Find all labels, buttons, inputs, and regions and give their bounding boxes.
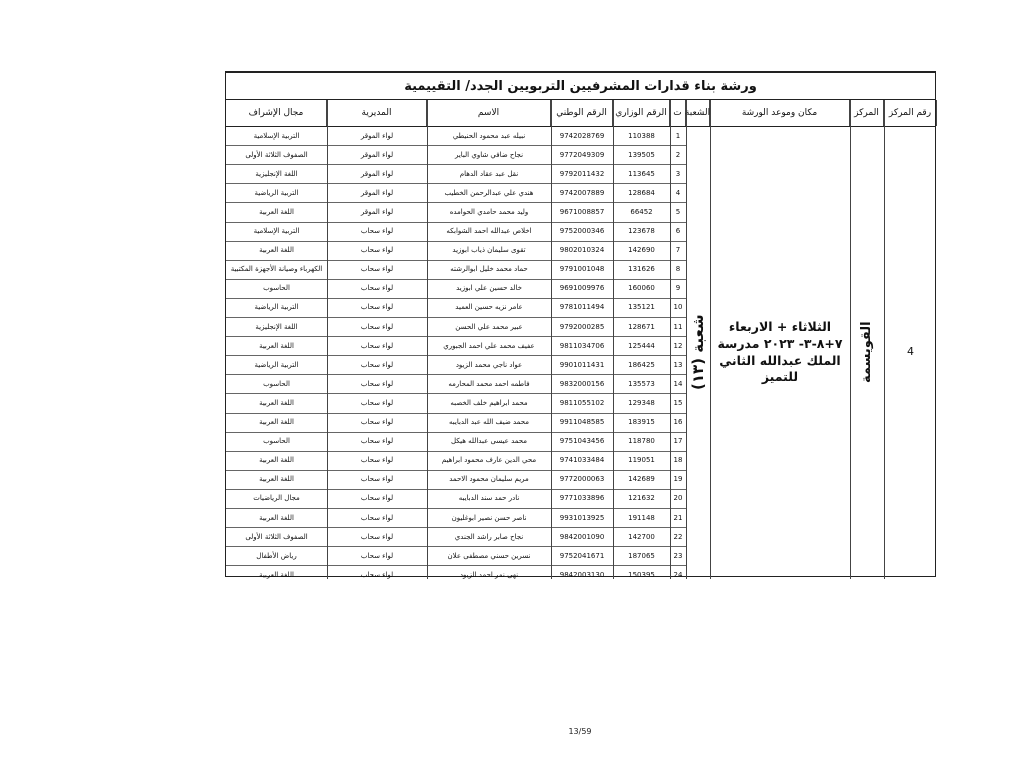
cell-serial: 13	[673, 360, 683, 369]
cell-ministry-id: 128671	[628, 322, 655, 331]
cell-field: اللغة العربية	[259, 398, 294, 407]
header-field: مجال الإشراف	[226, 100, 327, 126]
cell-serial: 22	[673, 532, 683, 541]
cell-national-id: 9911048585	[559, 418, 605, 427]
cell-field: اللغة العربية	[259, 475, 294, 484]
merged-center: القويسمة	[859, 321, 875, 384]
cell-name: مريم سليمان محمود الاحمد	[449, 475, 529, 484]
cell-national-id: 9842003130	[559, 570, 605, 579]
cell-directorate: لواء سحاب	[360, 227, 394, 236]
merged-center-num: 4	[907, 345, 914, 359]
cell-field: الصفوف الثلاثة الأولى	[245, 532, 308, 541]
cell-national-id: 9842001090	[559, 532, 605, 541]
cell-field: اللغة العربية	[259, 513, 294, 522]
cell-directorate: لواء الموقر	[360, 188, 394, 197]
cell-field: اللغة العربية	[259, 246, 294, 255]
cell-field: التربية الإسلامية	[253, 131, 300, 140]
cell-name: نهى نمر احمد الزيود	[459, 570, 519, 579]
cell-directorate: لواء سحاب	[360, 398, 394, 407]
cell-national-id: 9931013925	[559, 513, 605, 522]
cell-directorate: لواء سحاب	[360, 551, 394, 560]
cell-directorate: لواء سحاب	[360, 570, 394, 579]
merged-section: شعبة (١٣)	[688, 314, 707, 391]
cell-directorate: لواء سحاب	[360, 532, 394, 541]
cell-serial: 24	[673, 570, 683, 579]
cell-name: فاطمه احمد محمد المحارمه	[448, 379, 530, 388]
cell-directorate: لواء سحاب	[360, 360, 394, 369]
cell-field: مجال الرياضيات	[253, 494, 300, 503]
cell-ministry-id: 142700	[628, 532, 655, 541]
cell-directorate: لواء سحاب	[360, 513, 394, 522]
cell-serial: 12	[673, 341, 683, 350]
cell-ministry-id: 128684	[628, 188, 655, 197]
cell-serial: 20	[673, 494, 683, 503]
cell-national-id: 9742028769	[559, 131, 605, 140]
cell-national-id: 9802010324	[559, 246, 605, 255]
cell-serial: 14	[673, 379, 683, 388]
cell-ministry-id: 186425	[628, 360, 655, 369]
cell-name: نبيله عبد محمود الحنيطي	[452, 131, 526, 140]
cell-field: اللغة الإنجليزية	[255, 169, 298, 178]
cell-field: التربية الرياضية	[254, 188, 299, 197]
cell-ministry-id: 135121	[628, 303, 655, 312]
cell-serial: 5	[675, 207, 681, 216]
cell-directorate: لواء سحاب	[360, 246, 394, 255]
cell-national-id: 9901011431	[559, 360, 605, 369]
cell-name: خالد حسين علي ابوزيد	[456, 284, 522, 293]
cell-ministry-id: 142690	[628, 246, 655, 255]
cell-name: محمد ابراهيم خلف الخصبه	[450, 398, 528, 407]
cell-name: حماد محمد خليل ابوالرشته	[450, 265, 528, 274]
attendance-table	[225, 71, 936, 577]
cell-national-id: 9811034706	[559, 341, 605, 350]
header-directorate: المديرية	[327, 100, 427, 126]
header-divider	[226, 126, 935, 127]
cell-national-id: 9671008857	[559, 207, 605, 216]
cell-serial: 2	[675, 150, 681, 159]
cell-name: وليد محمد حامدي الحوامده	[449, 207, 529, 216]
header-center: المركز	[850, 100, 884, 126]
cell-directorate: لواء سحاب	[360, 265, 394, 274]
cell-name: ناصر حسن نصير ابوغليون	[451, 513, 527, 522]
cell-field: التربية الرياضية	[254, 360, 299, 369]
column-divider	[686, 100, 687, 579]
header-ministry-id: الرقم الوزاري	[613, 100, 670, 126]
cell-serial: 4	[675, 188, 681, 197]
cell-directorate: لواء سحاب	[360, 456, 394, 465]
cell-directorate: لواء سحاب	[360, 418, 394, 427]
cell-ministry-id: 121632	[628, 494, 655, 503]
cell-serial: 17	[673, 437, 683, 446]
cell-name: عواد ناجي محمد الزيود	[455, 360, 523, 369]
cell-national-id: 9832000156	[559, 379, 605, 388]
cell-directorate: لواء سحاب	[360, 437, 394, 446]
cell-ministry-id: 110388	[628, 131, 655, 140]
cell-field: اللغة الإنجليزية	[255, 322, 298, 331]
cell-ministry-id: 113645	[628, 169, 655, 178]
cell-ministry-id: 191148	[628, 513, 655, 522]
cell-serial: 21	[673, 513, 683, 522]
header-serial: ت	[670, 100, 686, 126]
cell-directorate: لواء سحاب	[360, 322, 394, 331]
cell-ministry-id: 183915	[628, 418, 655, 427]
column-divider	[884, 100, 885, 579]
cell-field: اللغة العربية	[259, 418, 294, 427]
cell-national-id: 9772049309	[559, 150, 605, 159]
cell-national-id: 9772000063	[559, 475, 605, 484]
cell-ministry-id: 66452	[630, 207, 653, 216]
cell-directorate: لواء الموقر	[360, 207, 394, 216]
cell-name: عفيف محمد علي احمد الجبوري	[443, 341, 535, 350]
cell-ministry-id: 150395	[628, 570, 655, 579]
merged-venue-time: الثلاثاء + الاربعاء ٧+٨-٣- ٢٠٢٣ مدرسة الملك عبدالله الثاني للتميز	[717, 318, 843, 385]
cell-national-id: 9742007889	[559, 188, 605, 197]
header-section: الشعبة	[686, 100, 710, 126]
cell-directorate: لواء سحاب	[360, 379, 394, 388]
cell-field: التربية الإسلامية	[253, 227, 300, 236]
cell-serial: 11	[673, 322, 683, 331]
cell-national-id: 9752000346	[559, 227, 605, 236]
cell-directorate: لواء الموقر	[360, 169, 394, 178]
cell-field: الكهرباء وصيانة الأجهزة المكتبية	[230, 265, 323, 274]
cell-ministry-id: 123678	[628, 227, 655, 236]
cell-name: نسرين حسني مصطفى علان	[447, 551, 531, 560]
cell-ministry-id: 119051	[628, 456, 655, 465]
cell-name: عامر نزيه حسين العميد	[455, 303, 523, 312]
cell-national-id: 9792000285	[559, 322, 605, 331]
cell-field: الحاسوب	[263, 284, 290, 293]
cell-serial: 15	[673, 398, 683, 407]
column-divider	[710, 100, 711, 579]
cell-ministry-id: 125444	[628, 341, 655, 350]
cell-serial: 1	[675, 131, 681, 140]
header-venue-time: مكان وموعد الورشة	[710, 100, 850, 126]
cell-serial: 3	[675, 169, 681, 178]
cell-field: التربية الرياضية	[254, 303, 299, 312]
cell-field: رياض الأطفال	[256, 551, 297, 560]
cell-directorate: لواء سحاب	[360, 494, 394, 503]
column-divider	[613, 100, 614, 579]
cell-name: محمد عيسى عبدالله هيكل	[450, 437, 528, 446]
cell-national-id: 9741033484	[559, 456, 605, 465]
cell-name: تقوى سليمان ذياب ابوزيد	[452, 246, 526, 255]
column-divider	[850, 100, 851, 579]
cell-field: اللغة العربية	[259, 341, 294, 350]
cell-serial: 16	[673, 418, 683, 427]
column-divider	[670, 100, 671, 579]
cell-national-id: 9752041671	[559, 551, 605, 560]
cell-field: الصفوف الثلاثة الأولى	[245, 150, 308, 159]
cell-serial: 23	[673, 551, 683, 560]
cell-name: نادر حمد سند الدبايبه	[458, 494, 520, 503]
cell-name: نقل عبد عقاد الدهام	[459, 169, 519, 178]
table-title: ورشة بناء قدارات المشرفيين التربويين الجدد/ التقييمية	[226, 73, 935, 100]
page-number: 13/59	[568, 727, 592, 736]
cell-directorate: لواء سحاب	[360, 341, 394, 350]
cell-name: اخلاص عبدالله احمد الشوابكه	[446, 227, 532, 236]
cell-ministry-id: 139505	[628, 150, 655, 159]
cell-ministry-id: 129348	[628, 398, 655, 407]
cell-directorate: لواء الموقر	[360, 150, 394, 159]
column-divider	[551, 100, 552, 579]
cell-name: نجاح صابر راشد الجندي	[454, 532, 524, 541]
cell-field: اللغة العربية	[259, 207, 294, 216]
cell-national-id: 9792011432	[559, 169, 605, 178]
cell-directorate: لواء سحاب	[360, 303, 394, 312]
cell-ministry-id: 187065	[628, 551, 655, 560]
cell-national-id: 9791001048	[559, 265, 605, 274]
cell-directorate: لواء الموقر	[360, 131, 394, 140]
cell-serial: 7	[675, 246, 681, 255]
column-divider	[327, 100, 328, 579]
cell-field: اللغة العربية	[259, 570, 294, 579]
cell-national-id: 9691009976	[559, 284, 605, 293]
cell-name: محي الدين عارف محمود ابراهيم	[441, 456, 537, 465]
cell-national-id: 9751043456	[559, 437, 605, 446]
cell-name: هندي علي عبدالرحمن الخطيب	[444, 188, 534, 197]
cell-national-id: 9771033896	[559, 494, 605, 503]
header-national-id: الرقم الوطني	[551, 100, 613, 126]
cell-national-id: 9781011494	[559, 303, 605, 312]
cell-serial: 18	[673, 456, 683, 465]
cell-field: الحاسوب	[263, 437, 290, 446]
column-divider	[427, 100, 428, 579]
cell-directorate: لواء سحاب	[360, 475, 394, 484]
cell-serial: 19	[673, 475, 683, 484]
cell-name: عبير محمد علي الحسن	[455, 322, 523, 331]
cell-field: اللغة العربية	[259, 456, 294, 465]
cell-ministry-id: 131626	[628, 265, 655, 274]
cell-ministry-id: 160060	[628, 284, 655, 293]
cell-field: الحاسوب	[263, 379, 290, 388]
header-name: الاسم	[427, 100, 551, 126]
cell-serial: 8	[675, 265, 681, 274]
cell-directorate: لواء سحاب	[360, 284, 394, 293]
cell-serial: 9	[675, 284, 681, 293]
cell-ministry-id: 118780	[628, 437, 655, 446]
cell-name: نجاح ضافي شاوي الباير	[454, 150, 524, 159]
cell-national-id: 9811055102	[559, 398, 605, 407]
cell-name: محمد ضيف الله عبد الدبايبه	[449, 418, 529, 427]
cell-ministry-id: 142689	[628, 475, 655, 484]
cell-serial: 6	[675, 227, 681, 236]
header-center-num: رقم المركز	[884, 100, 937, 126]
cell-serial: 10	[673, 303, 683, 312]
cell-ministry-id: 135573	[628, 379, 655, 388]
